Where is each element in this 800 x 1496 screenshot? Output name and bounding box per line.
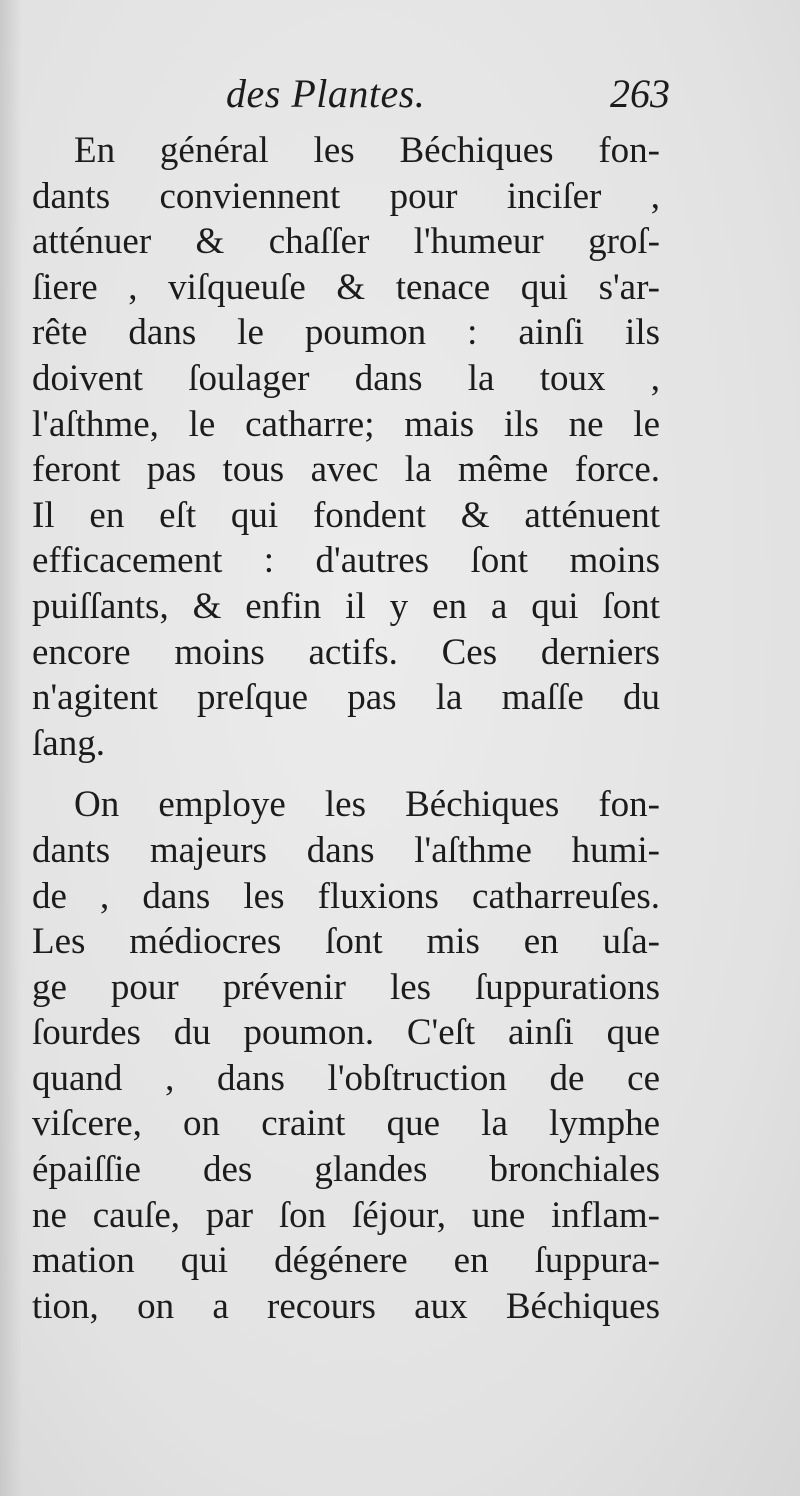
- paragraph-2: [32, 782, 660, 1329]
- page-number: 263: [610, 71, 670, 116]
- text-line: mation qui dégénere en ſuppura-: [32, 1240, 660, 1282]
- body-text: [32, 128, 660, 1329]
- text-line: épaiſſie des glandes bronchiales: [32, 1149, 660, 1191]
- text-line: Il en eſt qui fondent & atténuent: [32, 494, 660, 536]
- text-line: quand , dans l'obſtruction de ce: [32, 1057, 660, 1099]
- text-line: efficacement : d'autres ſont moins: [32, 540, 660, 582]
- paragraph-gap: [32, 766, 660, 782]
- text-line: ge pour prévenir les ſuppurations: [32, 966, 660, 1008]
- text-line: ſiere , viſqueuſe & tenace qui s'ar-: [32, 266, 660, 308]
- text-line: Les médiocres ſont mis en uſa-: [32, 921, 660, 963]
- text-line: dants majeurs dans l'aſthme humi-: [32, 829, 660, 871]
- text-line: de , dans les fluxions catharreuſes.: [32, 875, 660, 917]
- text-line: puiſſants, & enfin il y en a qui ſont: [32, 585, 660, 627]
- text-line: atténuer & chaſſer l'humeur groſ-: [32, 221, 660, 263]
- text-line: n'agitent preſque pas la maſſe du: [32, 677, 660, 719]
- text-line: feront pas tous avec la même force.: [32, 449, 660, 491]
- text-line: l'aſthme, le catharre; mais ils ne le: [32, 403, 660, 445]
- text-line: En général les Béchiques fon-: [74, 130, 660, 171]
- text-line: doivent ſoulager dans la toux ,: [32, 357, 660, 399]
- text-line: viſcere, on craint que la lymphe: [32, 1103, 660, 1145]
- page-header: [30, 70, 670, 126]
- text-line: ſourdes du poumon. C'eſt ainſi que: [32, 1012, 660, 1054]
- text-line: On employe les Béchiques fon-: [74, 784, 660, 826]
- text-line: ſang.: [32, 722, 105, 764]
- running-title: des Plantes.: [226, 71, 426, 116]
- gutter-shadow: [0, 0, 22, 1496]
- text-line: ne cauſe, par ſon ſéjour, une inflam-: [32, 1194, 660, 1236]
- text-line: dants conviennent pour inciſer ,: [32, 175, 660, 217]
- text-line: encore moins actifs. Ces derniers: [32, 631, 660, 673]
- text-line: tion, on a recours aux Béchiques: [32, 1285, 660, 1327]
- paragraph-1: [32, 128, 660, 766]
- text-line: rête dans le poumon : ainſi ils: [32, 312, 660, 354]
